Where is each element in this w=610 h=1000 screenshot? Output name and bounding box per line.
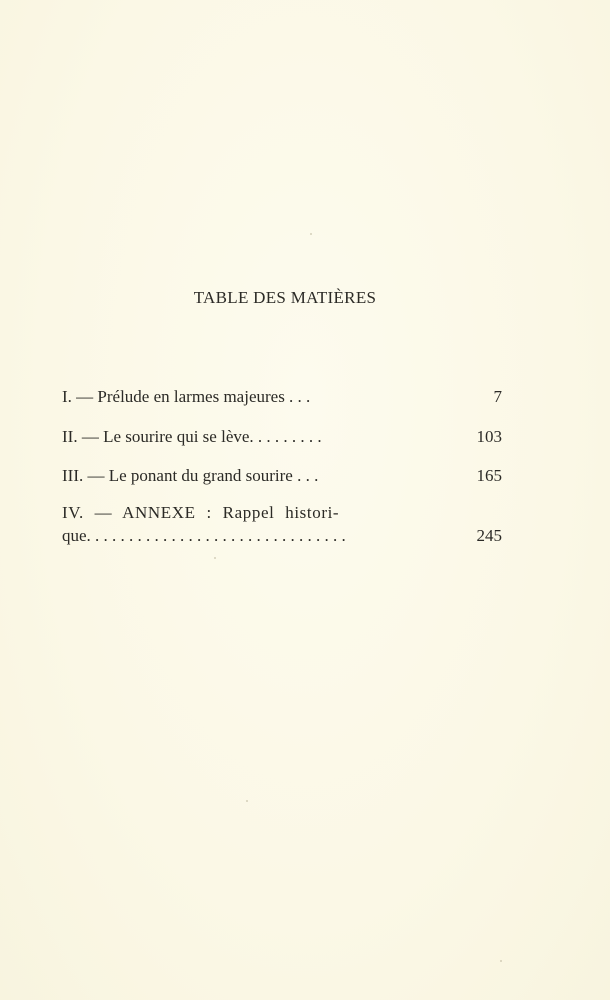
- toc-entry-label-line2: que. . . . . . . . . . . . . . . . . . . . . . . . . . . . . . .: [62, 526, 346, 545]
- toc-entry-page-number: 165: [476, 466, 502, 485]
- paper-speck: [310, 233, 312, 235]
- toc-entry-label: II. — Le sourire qui se lève. . . . . . . . .: [62, 427, 322, 446]
- paper-speck: [500, 960, 502, 962]
- toc-entry-label-line1: IV. — ANNEXE : Rappel histori-: [62, 503, 340, 522]
- toc-entry-label: III. — Le ponant du grand sourire . . .: [62, 466, 319, 485]
- toc-entry-page-number: 103: [476, 427, 502, 446]
- paper-speck: [214, 557, 216, 559]
- paper-speck: [246, 800, 248, 802]
- toc-entry-page-number: 7: [493, 387, 502, 406]
- toc-entry-page-number: 245: [476, 526, 502, 545]
- page-title: TABLE DES MATIÈRES: [193, 288, 377, 307]
- toc-entry-label: I. — Prélude en larmes majeures . . .: [62, 387, 311, 406]
